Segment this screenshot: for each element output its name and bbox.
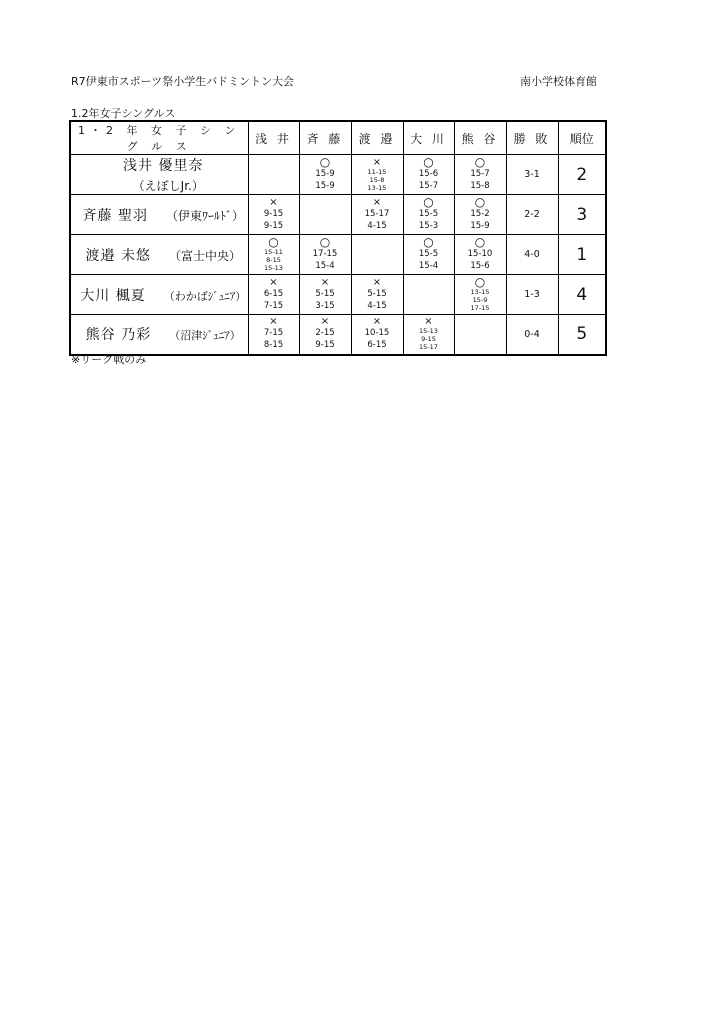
game-score: 15-9 (315, 181, 335, 191)
game-score: 15-6 (418, 169, 439, 179)
final-rank: 3 (558, 195, 606, 235)
rank-header: 順位 (558, 121, 606, 155)
win-mark: ○ (474, 155, 486, 169)
win-loss-record: 2-2 (506, 195, 558, 235)
record-header: 勝 敗 (506, 121, 558, 155)
game-score: 15-13 (419, 327, 438, 336)
player-club: （わかばｼﾞｭﾆｱ） (163, 289, 247, 303)
game-score: 7-15 (263, 328, 284, 339)
game-score: 7-15 (263, 300, 284, 311)
final-rank: 1 (558, 235, 606, 275)
win-loss-record: 4-0 (506, 235, 558, 275)
match-result-cell (248, 275, 299, 315)
match-result-cell (454, 195, 506, 235)
win-mark: ○ (423, 155, 434, 169)
match-result-cell (299, 235, 351, 275)
win-loss-record: 0-4 (506, 315, 558, 355)
game-score: 8-15 (266, 256, 281, 264)
player-cell (70, 275, 248, 315)
match-result-cell (351, 275, 403, 315)
player-club: （えぼしJr.） (132, 179, 204, 193)
win-mark: ○ (423, 235, 434, 249)
loss-mark: × (424, 316, 433, 328)
game-score: 9-15 (421, 335, 436, 344)
loss-mark: × (372, 276, 382, 288)
game-score: 15-9 (472, 296, 488, 304)
game-score: 15-3 (418, 221, 439, 231)
loss-mark: × (269, 316, 278, 328)
match-result-cell (454, 235, 506, 275)
game-score: 3-15 (315, 300, 335, 311)
match-result-cell (351, 195, 403, 235)
table-row (70, 275, 606, 315)
final-rank: 2 (558, 155, 606, 195)
game-score: 13-15 (367, 183, 387, 192)
column-header: 斉 藤 (299, 121, 351, 155)
section-title: 1.2年女子シングルス (71, 107, 176, 120)
column-header: 浅 井 (248, 121, 299, 155)
player-name: 斉藤 聖羽 (82, 207, 148, 224)
game-score: 2-15 (315, 328, 335, 339)
game-score: 11-15 (367, 167, 387, 176)
empty-self-cell (248, 155, 299, 195)
match-result-cell (248, 195, 299, 235)
empty-self-cell (403, 275, 454, 315)
game-score: 15-8 (470, 181, 490, 191)
league-body (70, 155, 606, 355)
game-score: 15-11 (264, 248, 283, 256)
game-score: 15-5 (418, 249, 439, 259)
game-score: 4-15 (367, 300, 387, 311)
game-score: 15-10 (467, 249, 493, 259)
player-name: 渡邉 未悠 (85, 247, 151, 264)
match-result-cell (351, 155, 403, 195)
game-score: 15-13 (264, 264, 283, 272)
match-result-cell (454, 155, 506, 195)
player-club: （伊東ﾜｰﾙﾄﾞ） (165, 208, 244, 223)
loss-mark: × (269, 276, 278, 288)
player-name: 浅井 優里奈 (123, 158, 204, 174)
table-row (70, 155, 606, 195)
game-score: 15-2 (470, 209, 490, 219)
column-header: 渡 邉 (351, 121, 403, 155)
match-result-cell (299, 315, 351, 355)
player-name: 熊谷 乃彩 (85, 327, 152, 344)
game-score: 9-15 (263, 220, 284, 231)
win-mark: ○ (423, 195, 434, 209)
game-score: 13-15 (470, 288, 490, 296)
win-mark: ○ (319, 155, 331, 169)
match-result-cell (248, 235, 299, 275)
player-cell (70, 315, 248, 355)
player-cell (70, 155, 248, 195)
footnote: ※リーグ戦のみ (71, 353, 147, 366)
empty-self-cell (351, 235, 403, 275)
game-score: 6-15 (263, 288, 284, 299)
loss-mark: × (372, 316, 382, 328)
player-club: （沼津ｼﾞｭﾆｱ） (169, 329, 241, 343)
player-club: （富士中央） (168, 248, 241, 263)
match-result-cell (299, 155, 351, 195)
game-score: 15-7 (470, 169, 490, 179)
empty-self-cell (454, 315, 506, 355)
game-score: 15-8 (369, 175, 385, 184)
game-score: 15-5 (418, 209, 439, 219)
game-score: 15-6 (470, 261, 490, 271)
game-score: 5-15 (315, 288, 335, 299)
match-result-cell (403, 155, 454, 195)
player-cell (70, 195, 248, 235)
corner-header: 1・2 年 女 子 シ ン グ ル ス (70, 121, 248, 155)
game-score: 15-9 (315, 169, 335, 179)
game-score: 6-15 (367, 340, 387, 351)
loss-mark: × (372, 196, 382, 208)
game-score: 15-9 (470, 221, 490, 231)
header-row (70, 121, 606, 155)
column-header: 大 川 (403, 121, 454, 155)
win-mark: ○ (268, 235, 279, 249)
match-result-cell (403, 235, 454, 275)
table-row (70, 195, 606, 235)
win-loss-record: 3-1 (506, 155, 558, 195)
game-score: 9-15 (263, 208, 284, 219)
match-result-cell (248, 315, 299, 355)
table-row (70, 315, 606, 355)
match-result-cell (351, 315, 403, 355)
win-mark: ○ (474, 235, 486, 249)
win-loss-record: 1-3 (506, 275, 558, 315)
game-score: 15-17 (419, 343, 438, 352)
match-result-cell (403, 195, 454, 235)
venue-label: 南小学校体育館 (520, 75, 597, 88)
empty-self-cell (299, 195, 351, 235)
event-title: R7伊東市スポーツ祭小学生バドミントン大会 (71, 75, 294, 88)
game-score: 15-4 (315, 261, 335, 271)
game-score: 8-15 (263, 340, 284, 351)
game-score: 17-15 (312, 249, 338, 259)
final-rank: 5 (558, 315, 606, 355)
game-score: 15-4 (418, 261, 439, 271)
league-table (69, 120, 607, 356)
loss-mark: × (372, 156, 382, 168)
game-score: 15-17 (364, 208, 390, 219)
game-score: 10-15 (364, 328, 390, 339)
game-score: 5-15 (367, 288, 387, 299)
win-mark: ○ (474, 275, 486, 289)
loss-mark: × (320, 316, 330, 328)
win-mark: ○ (474, 195, 486, 209)
column-header: 熊 谷 (454, 121, 506, 155)
loss-mark: × (269, 196, 278, 208)
win-mark: ○ (319, 235, 331, 249)
match-result-cell (454, 275, 506, 315)
player-name: 大川 楓夏 (80, 287, 146, 304)
player-cell (70, 235, 248, 275)
final-rank: 4 (558, 275, 606, 315)
game-score: 9-15 (315, 340, 335, 351)
game-score: 4-15 (367, 220, 387, 231)
loss-mark: × (320, 276, 330, 288)
game-score: 15-7 (418, 181, 439, 191)
match-result-cell (299, 275, 351, 315)
table-row (70, 235, 606, 275)
match-result-cell (403, 315, 454, 355)
game-score: 17-15 (470, 304, 490, 312)
